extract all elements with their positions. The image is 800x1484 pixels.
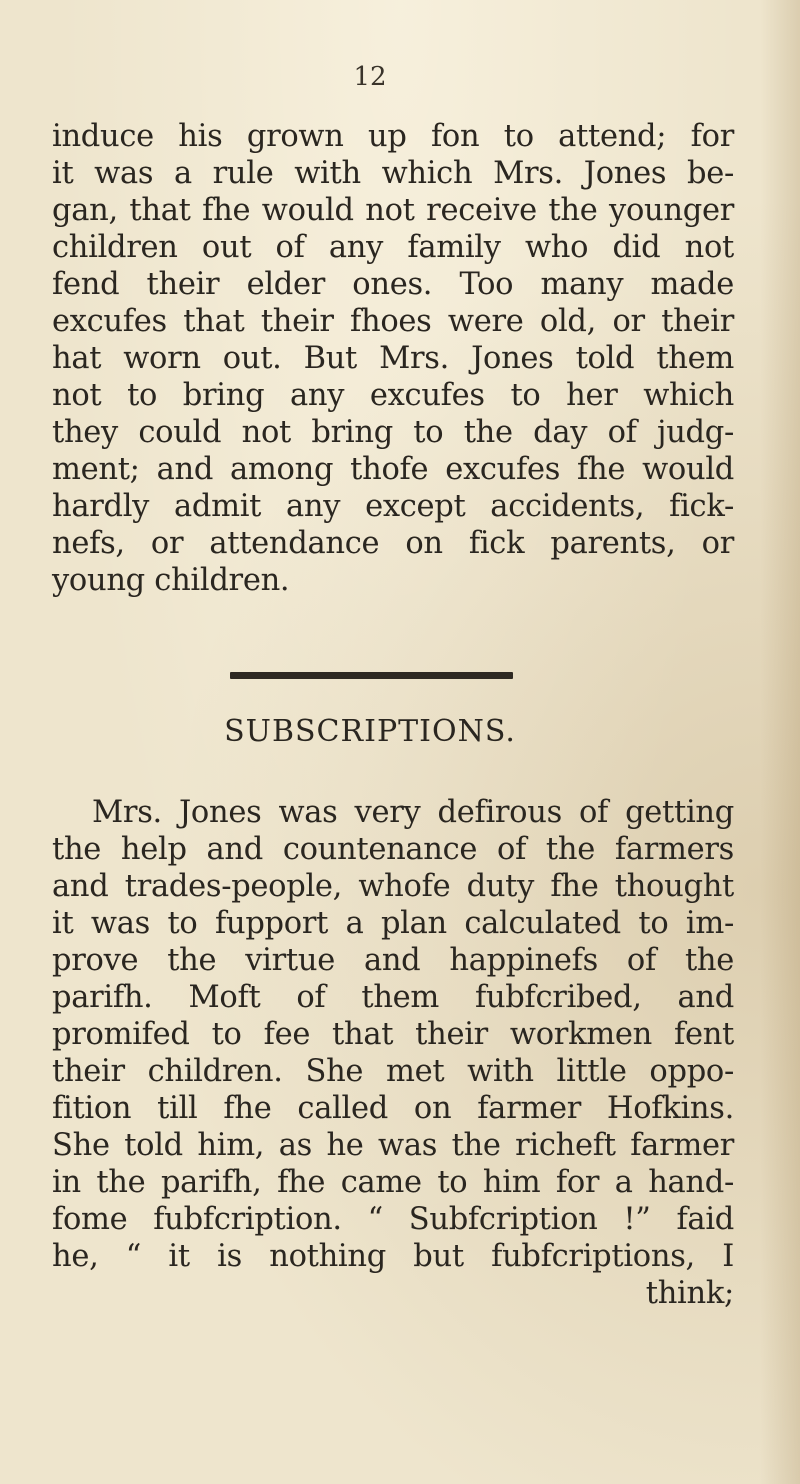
text-line: it was to fupport a plan calculated to im- bbox=[52, 906, 734, 941]
text-line: think; bbox=[645, 1276, 734, 1311]
page-number: 12 bbox=[353, 62, 387, 92]
text-line: promifed to fee that their workmen fent bbox=[52, 1017, 734, 1052]
section-divider-rule bbox=[230, 672, 513, 679]
text-line: their children. She met with little oppo- bbox=[52, 1054, 734, 1089]
text-line: ment; and among thofe excufes fhe would bbox=[52, 452, 734, 487]
text-line: it was a rule with which Mrs. Jones be- bbox=[52, 156, 734, 191]
text-line: fend their elder ones. Too many made bbox=[52, 267, 734, 302]
text-line: gan, that fhe would not receive the younger bbox=[52, 193, 734, 228]
text-line: young children. bbox=[52, 563, 290, 598]
text-line: and trades-people, whofe duty fhe thought bbox=[52, 869, 734, 904]
text-line: prove the virtue and happinefs of the bbox=[52, 943, 734, 978]
text-line: hat worn out. But Mrs. Jones told them bbox=[52, 341, 734, 376]
text-line: they could not bring to the day of judg- bbox=[52, 415, 734, 450]
text-line: fome fubfcription. “ Subfcription !” faid bbox=[52, 1202, 734, 1237]
page-edge-shadow bbox=[760, 0, 800, 1484]
text-line: She told him, as he was the richeft farmer bbox=[52, 1128, 734, 1163]
text-line: in the parifh, fhe came to him for a hand- bbox=[52, 1165, 734, 1200]
text-line: induce his grown up fon to attend; for bbox=[52, 119, 734, 154]
text-line: Mrs. Jones was very defirous of getting bbox=[92, 795, 734, 830]
text-line: not to bring any excufes to her which bbox=[52, 378, 734, 413]
text-line: nefs, or attendance on fick parents, or bbox=[52, 526, 734, 561]
text-line: fition till fhe called on farmer Hofkins. bbox=[52, 1091, 734, 1126]
text-line: parifh. Moft of them fubfcribed, and bbox=[52, 980, 734, 1015]
text-line: excufes that their fhoes were old, or their bbox=[52, 304, 734, 339]
text-line: children out of any family who did not bbox=[52, 230, 734, 265]
text-line: the help and countenance of the farmers bbox=[52, 832, 734, 867]
text-line: hardly admit any except accidents, fick- bbox=[52, 489, 734, 524]
text-line: he, “ it is nothing but fubfcriptions, I bbox=[52, 1239, 734, 1274]
section-heading: SUBSCRIPTIONS. bbox=[224, 714, 516, 749]
